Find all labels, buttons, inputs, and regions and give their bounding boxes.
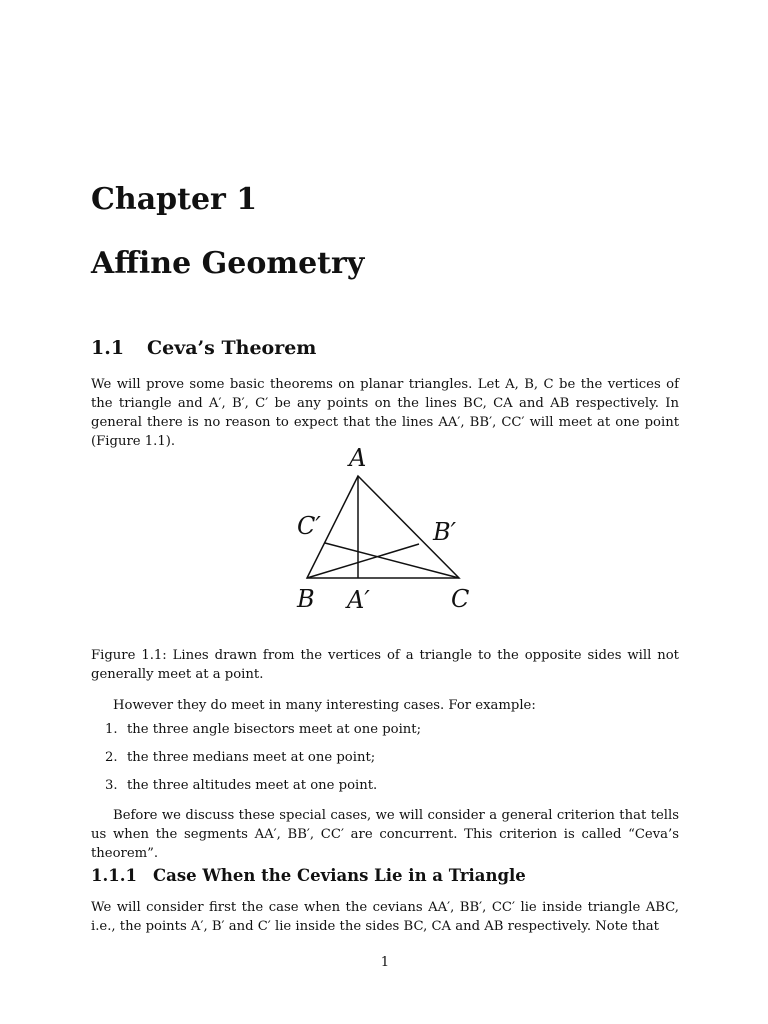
label-vertex-a: A — [349, 444, 367, 472]
label-point-a-prime: A′ — [347, 586, 370, 614]
list-item-text: the three altitudes meet at one point. — [127, 778, 378, 793]
label-point-c-prime: C′ — [297, 512, 321, 540]
chapter-title: Affine Geometry — [91, 246, 365, 281]
examples-list — [105, 720, 421, 804]
section-heading — [91, 337, 316, 359]
section-number: 1.1 — [91, 337, 125, 359]
intro-paragraph: We will prove some basic theorems on planar triangles. Let A, B, C be the vertices of the triangle and A′, B′, C′ be any points on the lines BC, CA and AB respectively. In general there is no reason to expect that the lines AA′, BB′, CC′ will meet at one point (Figure 1.1). — [91, 377, 679, 449]
subsection-heading — [91, 866, 526, 885]
subsection-title: Case When the Cevians Lie in a Triangle — [153, 866, 526, 885]
list-item — [105, 748, 421, 776]
figure-triangle-cevians — [287, 440, 487, 620]
before-paragraph: Before we discuss these special cases, we will consider a general criterion that tells us when the segments AA′, BB′, CC′ are concurrent. This criterion is called “Ceva’s theorem”. — [91, 808, 679, 861]
cevian-bb-prime — [307, 544, 419, 578]
list-item-text: the three angle bisectors meet at one point; — [127, 722, 422, 737]
triangle-diagram — [287, 440, 487, 620]
label-vertex-b: B — [297, 585, 315, 613]
list-item-number: 2. — [105, 750, 118, 765]
list-item-text: the three medians meet at one point; — [127, 750, 376, 765]
however-paragraph: However they do meet in many interesting cases. For example: — [113, 698, 536, 713]
label-vertex-c: C — [451, 585, 470, 613]
label-point-b-prime: B′ — [433, 518, 457, 546]
case-paragraph: We will consider first the case when the cevians AA′, BB′, CC′ lie inside triangle ABC, i.e., the points A′, B′ and C′ lie inside the sides BC, CA and AB respectively. Note that — [91, 900, 679, 934]
list-item-number: 1. — [105, 722, 118, 737]
list-item-number: 3. — [105, 778, 118, 793]
list-item — [105, 776, 421, 804]
cevian-cc-prime — [325, 543, 459, 578]
list-item — [105, 720, 421, 748]
subsection-number: 1.1.1 — [91, 866, 137, 885]
page-number: 1 — [380, 955, 390, 970]
section-title: Ceva’s Theorem — [147, 337, 317, 359]
figure-caption: Figure 1.1: Lines drawn from the vertices of a triangle to the opposite sides will not generally meet at a point. — [91, 648, 679, 682]
chapter-label: Chapter 1 — [91, 182, 258, 217]
